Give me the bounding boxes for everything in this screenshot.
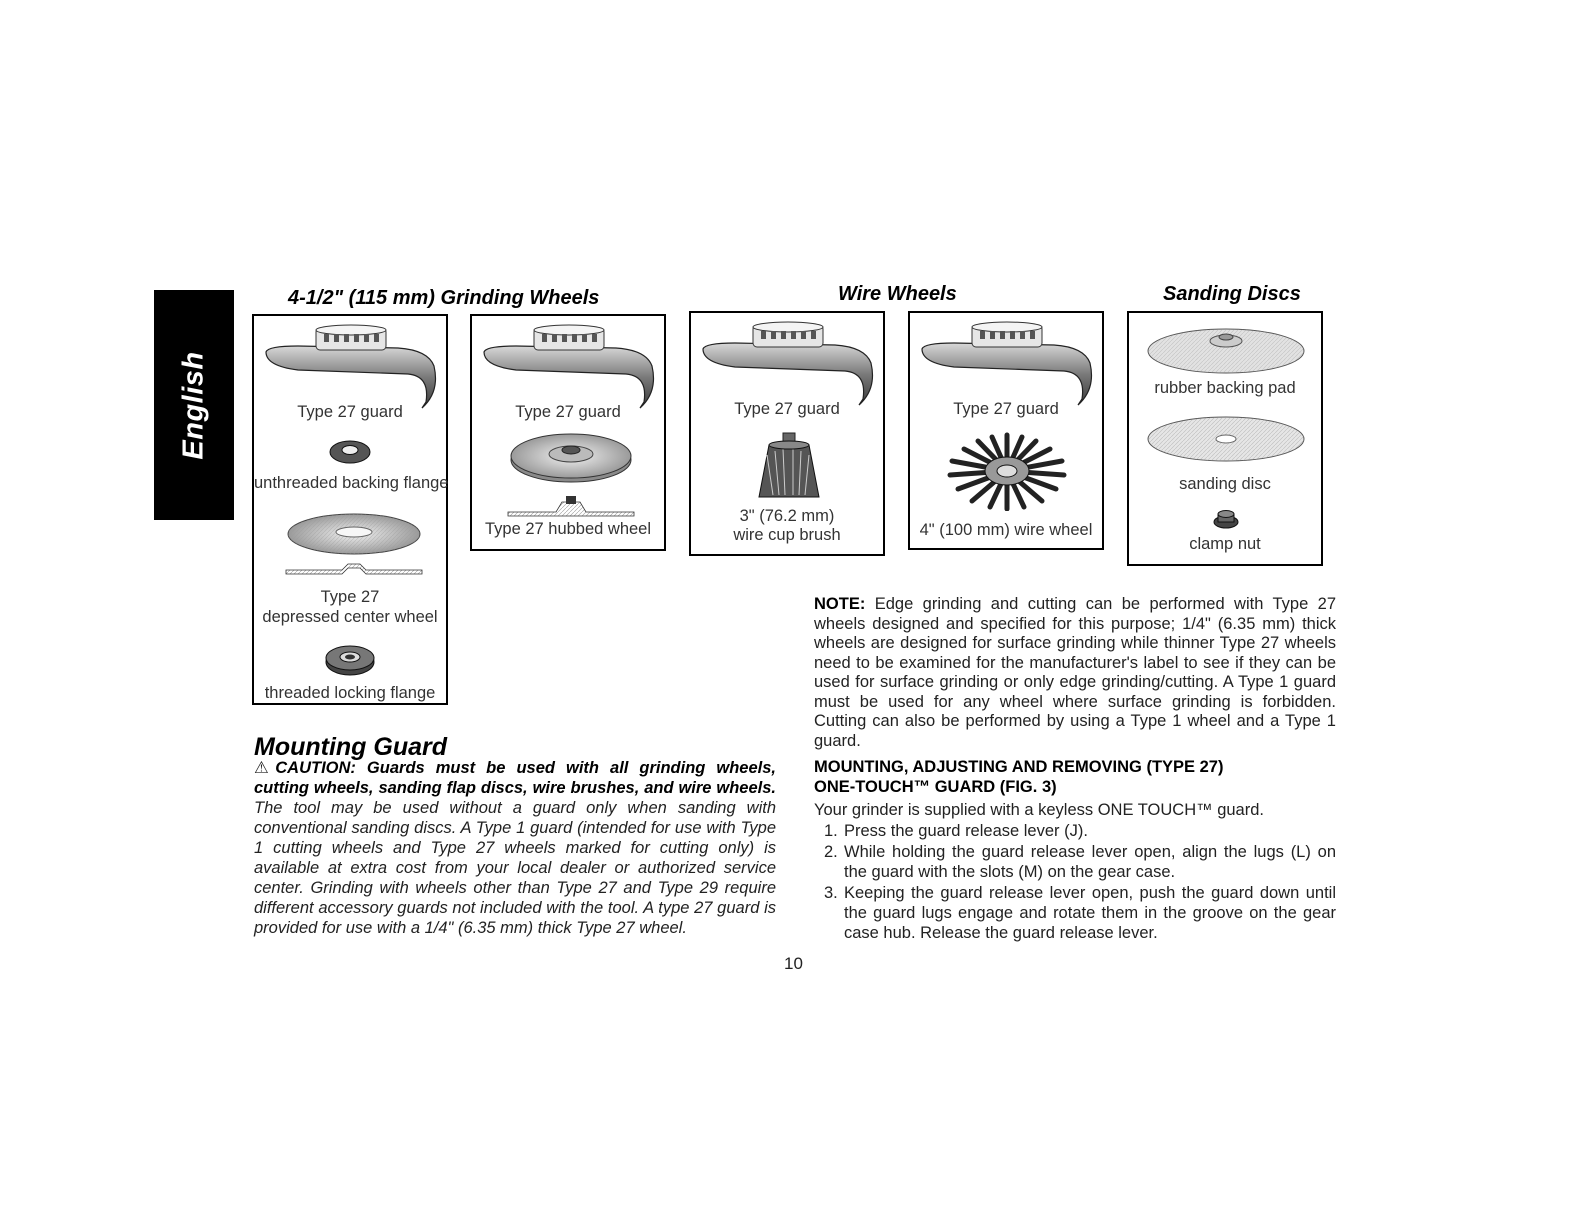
caution-paragraph xyxy=(254,758,776,938)
step-item: 2. While holding the guard release lever open, align the lugs (L) on the guard with the slots (M) on the gear case. xyxy=(824,843,1336,881)
rubber-backing-pad-illustration xyxy=(1143,321,1309,377)
sanding-discs-box xyxy=(1127,311,1323,566)
guard-label: Type 27 guard xyxy=(953,400,1059,418)
language-tab-label: English xyxy=(177,350,210,460)
caution-body-text: The tool may be used without a guard only when sanding with conventional sanding discs. A Type 1 guard (intended for use with Type 1 cutting wheels and Type 27 wheels marked for cutting only) is available at extra cost from your local dealer or authorized service center. Grinding with wheels other than Type 27 and Type 29 require different accessory guards not included with the tool. A type 27 guard is provided for use with a 1/4" (6.35 mm) thick Type 27 wheel. xyxy=(254,799,776,937)
brush-label-line2: wire cup brush xyxy=(733,526,841,544)
wire-wheels-heading: Wire Wheels xyxy=(838,283,957,305)
sanding-disc-label: sanding disc xyxy=(1179,475,1271,493)
procedure-heading-line2: ONE-TOUCH™ GUARD (FIG. 3) xyxy=(814,777,1057,796)
procedure-intro: Your grinder is supplied with a keyless ONE TOUCH™ guard. xyxy=(814,801,1264,819)
type-27-guard-illustration xyxy=(258,322,444,412)
procedure-heading-line1: MOUNTING, ADJUSTING AND REMOVING (TYPE 27) xyxy=(814,758,1224,776)
guard-label: Type 27 guard xyxy=(515,403,621,421)
hubbed-wheel-label: Type 27 hubbed wheel xyxy=(484,520,652,538)
sanding-discs-heading: Sanding Discs xyxy=(1163,283,1301,305)
threaded-locking-flange-illustration xyxy=(322,642,378,678)
clamp-nut-illustration xyxy=(1211,508,1241,530)
note-text: Edge grinding and cutting can be performed with Type 27 wheels designed and specified for this purpose; 1/4" (6.35 mm) thick wheels are designed for surface grinding while thinner Type 27 wheels need to be examined for the manufacturer's label to see if they can be used for surface grinding or only edge grinding/cutting. A Type 1 guard must be used for any wheel where surface grinding is forbidden. Cutting can also be performed by using a Type 1 wheel and a Type 1 guard. xyxy=(814,595,1336,750)
caution-bold-text: CAUTION: Guards must be used with all grinding wheels, cutting wheels, sanding flap discs, wire brushes, and wire wheels. xyxy=(254,759,777,797)
type-27-guard-illustration xyxy=(476,322,662,412)
wheel-label-line1: Type 27 xyxy=(320,588,380,606)
wire-wheel-label: 4" (100 mm) wire wheel xyxy=(919,521,1093,539)
step-item: 1. Press the guard release lever (J). xyxy=(824,822,1088,840)
guard-label: Type 27 guard xyxy=(734,400,840,418)
type-27-guard-illustration xyxy=(914,319,1100,409)
clamp-nut-label: clamp nut xyxy=(1189,535,1261,553)
note-label: NOTE: xyxy=(814,595,866,613)
step-item: 3. Keeping the guard release lever open, push the guard down until the guard lugs engage and rotate them in the groove on the gear case hub. Release the guard release lever. xyxy=(824,884,1336,942)
procedure-steps xyxy=(814,821,1336,944)
depressed-center-wheel-illustration xyxy=(284,512,424,582)
grinding-wheel-box-1 xyxy=(252,314,448,705)
procedure-heading xyxy=(814,758,1344,797)
grinding-wheels-heading: 4-1/2" (115 mm) Grinding Wheels xyxy=(288,287,600,309)
language-tab xyxy=(154,290,234,520)
unthreaded-backing-flange-illustration xyxy=(327,438,373,466)
wire-wheel-box-2 xyxy=(908,311,1104,550)
page-number: 10 xyxy=(784,954,803,973)
brush-label-line1: 3" (76.2 mm) xyxy=(739,507,835,525)
warning-icon: ⚠ xyxy=(254,759,276,777)
type-27-guard-illustration xyxy=(695,319,881,409)
locking-flange-label: threaded locking flange xyxy=(264,684,436,702)
hubbed-wheel-illustration xyxy=(506,428,636,520)
wire-cup-brush-illustration xyxy=(753,431,825,503)
guard-label: Type 27 guard xyxy=(297,403,403,421)
note-paragraph xyxy=(814,595,1336,751)
sanding-disc-illustration xyxy=(1143,413,1309,465)
mounting-guard-title: Mounting Guard xyxy=(254,733,448,761)
backing-pad-label: rubber backing pad xyxy=(1154,379,1296,397)
wheel-label-line2: depressed center wheel xyxy=(262,608,438,626)
wire-wheel-box-1 xyxy=(689,311,885,556)
grinding-wheel-box-2 xyxy=(470,314,666,551)
wire-wheel-illustration xyxy=(944,431,1070,511)
flange-label: unthreaded backing flange xyxy=(254,474,449,492)
